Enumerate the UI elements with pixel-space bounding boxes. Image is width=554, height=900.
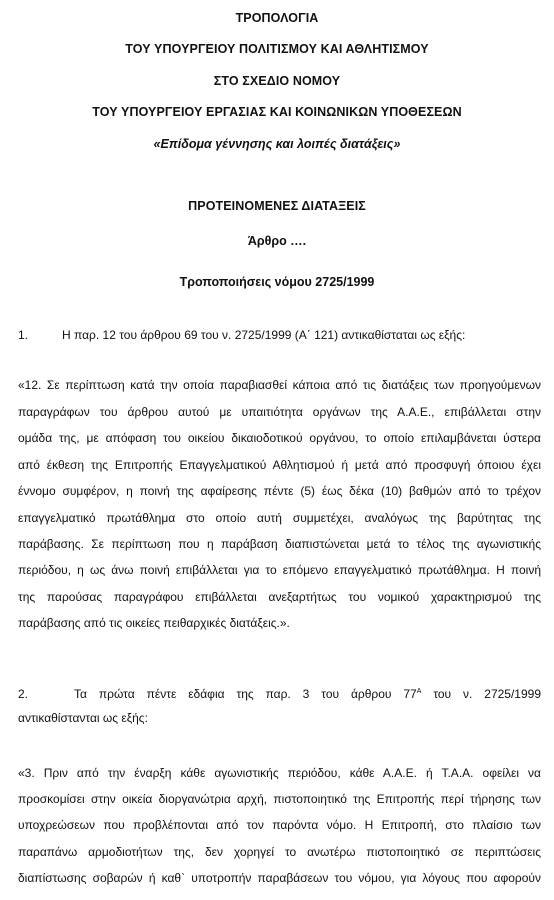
quote-1-line: από έκθεση της Επιτροπής Επαγγελματικού Αθλητισμού ή μετά από προσφυγή όποιου έχει — [18, 458, 541, 472]
quote-1-line: ομάδα της, με απόφαση του οικείου δικαιοδοτικού οργάνου, το οποίο επιλαμβάνεται ύστερα — [18, 431, 541, 445]
quote-2-line: υποχρεώσεων που προβλέπονται από τον παρόντα νόμο. Η Επιτροπή, στο πλαίσιο των — [18, 818, 541, 832]
doc-title-draft-law: ΣΤΟ ΣΧΕΔΙΟ ΝΟΜΟΥ — [213, 74, 341, 88]
quote-1-line: έννομο συμφέρον, η ποινή της αφαίρεσης πέντε (5) έως δέκα (10) βαθμών από το τρέχον — [18, 484, 541, 498]
item-2-text-end: του ν. 2725/1999 — [421, 687, 541, 701]
item-2-text — [74, 686, 541, 702]
quote-1-line: παράβασης. Σε περίπτωση που η παράβαση διαπιστώνεται μετά το τέλος της αγωνιστικής — [18, 537, 541, 551]
item-2-superscript: Α — [416, 688, 422, 695]
item-2-number: 2. — [18, 687, 29, 701]
article-label: Άρθρο …. — [247, 234, 307, 248]
quote-1-line: «12. Σε περίπτωση κατά την οποία παραβιασθεί κάποια από τις διατάξεις των προηγούμενων — [18, 378, 541, 392]
quote-2-line: διαπίστωσης σοβαρών ή καθ` υποτροπήν παραβάσεων του νόμου, για λόγους που αφορούν — [18, 871, 541, 885]
quote-1-line: παραγράφων του άρθρου αυτού με υπαιτιότητα οργάνων της Α.Α.Ε., επιβάλλεται στην — [18, 405, 541, 419]
quote-2-line: παραπάνω αρμοδιοτήτων της, δεν χορηγεί το ανωτέρω πιστοποιητικό σε περιπτώσεις — [18, 845, 541, 859]
item-1-text: Η παρ. 12 του άρθρου 69 του ν. 2725/1999 (Α΄ 121) αντικαθίσταται ως εξής: — [62, 328, 466, 342]
doc-title-amendment: ΤΡΟΠΟΛΟΓΙΑ — [235, 11, 319, 25]
quote-2-line: προσκομίσει στην οικεία διοργανώτρια αρχή, πιστοποιητικό της Επιτροπής περί τήρησης των — [18, 792, 541, 806]
quote-1-line: παράβασης από τις οικείες πειθαρχικές διατάξεις.». — [18, 616, 290, 630]
amendments-title: Τροποποιήσεις νόμου 2725/1999 — [179, 275, 375, 289]
item-2-text-line2: αντικαθίστανται ως εξής: — [18, 711, 148, 725]
quote-1-line: επαγγελματικό πρωτάθλημα στο οποίο αυτή συμμετέχει, αναλόγως της βαρύτητας της — [18, 511, 541, 525]
quote-2-line: «3. Πριν από την έναρξη κάθε αγωνιστικής περιόδου, κάθε Α.Α.Ε. ή Τ.Α.Α. οφείλει να — [18, 766, 541, 780]
doc-title-labour-ministry: ΤΟΥ ΥΠΟΥΡΓΕΙΟΥ ΕΡΓΑΣΙΑΣ ΚΑΙ ΚΟΙΝΩΝΙΚΩΝ ΥΠΟΘΕΣΕΩΝ — [92, 105, 462, 119]
quote-1-line: της παρούσας παραγράφου επιβάλλεται ανεξαρτήτως του νομικού χαρακτηρισμού της — [18, 590, 541, 604]
item-2-text-start: Τα πρώτα πέντε εδάφια της παρ. 3 του άρθρου 77 — [74, 687, 417, 701]
item-1-number: 1. — [18, 328, 29, 342]
doc-title-bill-name: «Επίδομα γέννησης και λοιπές διατάξεις» — [153, 137, 401, 151]
quote-1-line: περιόδου, η ως άνω ποινή επιβάλλεται για το επόμενο επαγγελματικό πρωτάθλημα. Η ποινή — [18, 563, 541, 577]
proposed-provisions-title: ΠΡΟΤΕΙΝΟΜΕΝΕΣ ΔΙΑΤΑΞΕΙΣ — [188, 199, 366, 213]
doc-title-ministry: ΤΟΥ ΥΠΟΥΡΓΕΙΟΥ ΠΟΛΙΤΙΣΜΟΥ ΚΑΙ ΑΘΛΗΤΙΣΜΟΥ — [125, 42, 429, 56]
